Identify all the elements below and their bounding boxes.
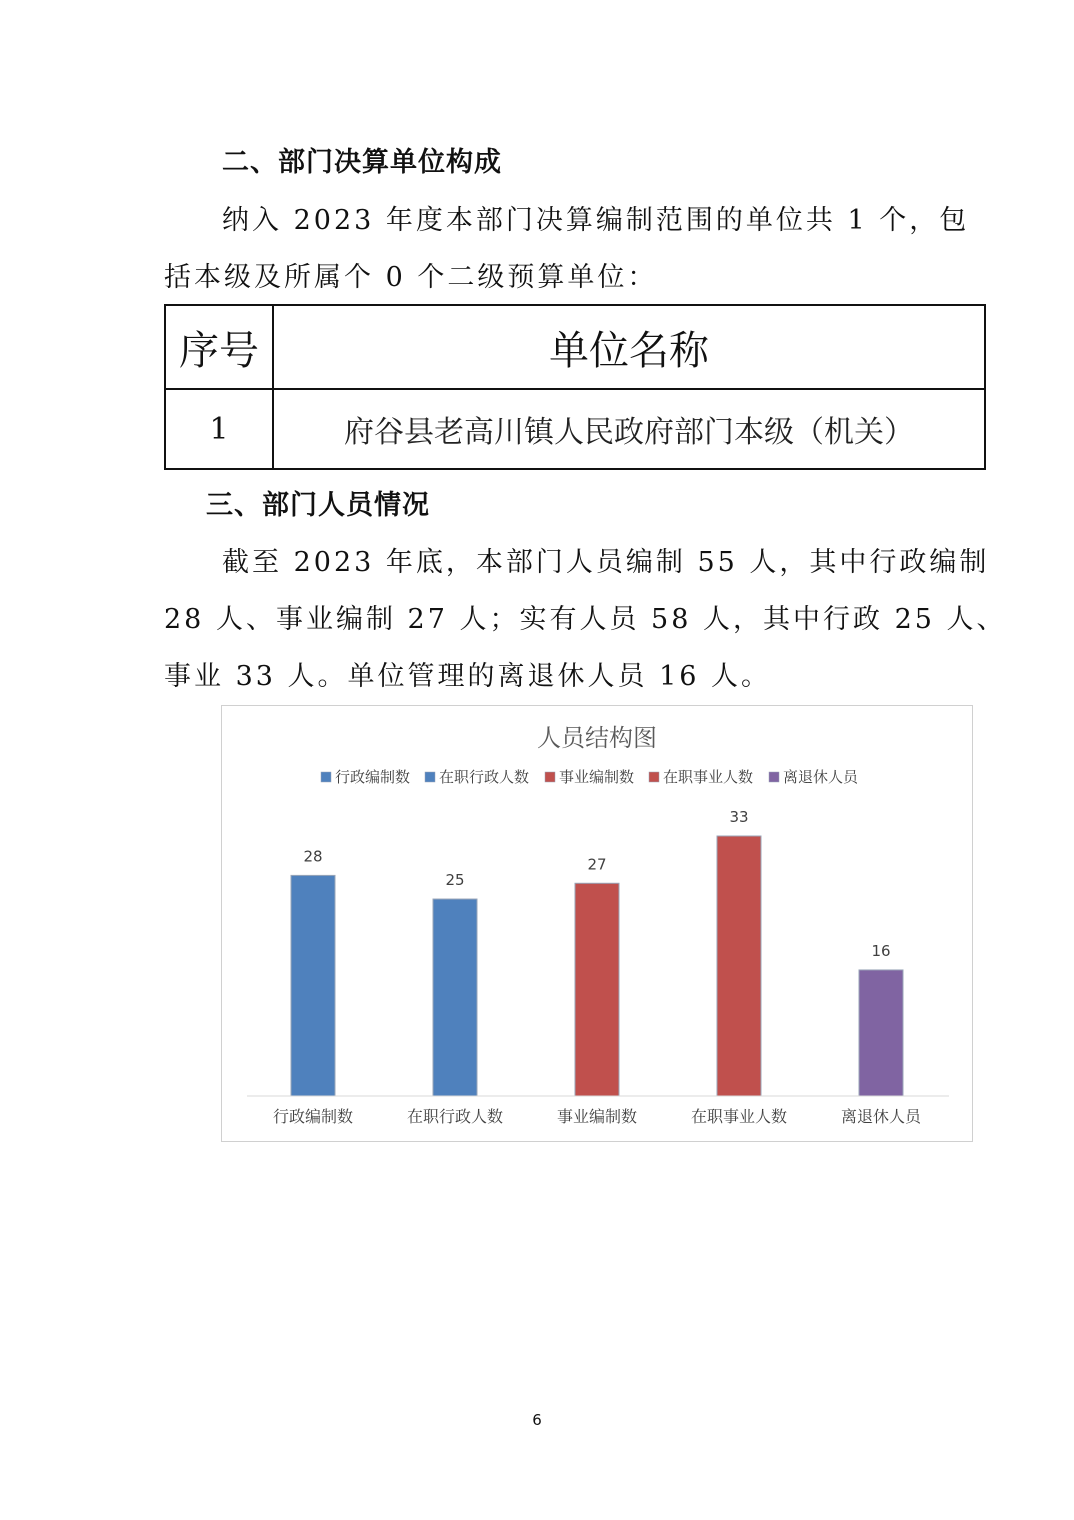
legend-swatch [769, 772, 779, 782]
table-header-row [165, 305, 985, 389]
unit-table [164, 304, 986, 470]
chart-data-label: 27 [587, 855, 607, 874]
legend-label: 行政编制数 [335, 768, 411, 786]
legend-swatch [321, 772, 331, 782]
section-heading-unit-composition: 二、部门决算单位构成 [222, 147, 502, 178]
legend-label: 在职事业人数 [663, 768, 754, 786]
x-tick-label: 行政编制数 [272, 1107, 354, 1126]
paragraph-unit-composition-line2: 括本级及所属个 0 个二级预算单位： [164, 262, 658, 293]
paragraph-unit-composition-line1: 纳入 2023 年度本部门决算编制范围的单位共 1 个，包 [222, 205, 970, 236]
legend-label: 离退休人员 [783, 768, 859, 786]
x-tick-label: 离退休人员 [840, 1107, 922, 1126]
legend-label: 事业编制数 [559, 768, 635, 786]
x-tick-label: 事业编制数 [556, 1107, 638, 1126]
chart-legend [321, 768, 859, 786]
chart-svg [222, 706, 972, 1141]
chart-title: 人员结构图 [537, 724, 657, 752]
chart-bar [717, 836, 761, 1096]
table-header-unit-name: 单位名称 [273, 305, 985, 389]
chart-data-label: 33 [729, 808, 749, 826]
table-cell-number: 1 [165, 389, 273, 469]
x-axis-labels [273, 1107, 922, 1126]
paragraph-staff-line1: 截至 2023 年底，本部门人员编制 55 人，其中行政编制 [222, 547, 990, 578]
x-tick-label: 在职事业人数 [690, 1107, 788, 1126]
chart-bar [575, 883, 619, 1096]
chart-bar [433, 899, 477, 1096]
paragraph-staff-line3: 事业 33 人。单位管理的离退休人员 16 人。 [164, 661, 772, 692]
chart-bar [291, 875, 335, 1096]
staff-structure-chart [221, 705, 973, 1142]
x-tick-label: 在职行政人数 [406, 1107, 504, 1126]
chart-data-label: 25 [445, 871, 465, 890]
chart-bar [859, 970, 903, 1096]
legend-swatch [649, 772, 659, 782]
legend-swatch [425, 772, 435, 782]
paragraph-staff-line2: 28 人、事业编制 27 人；实有人员 58 人，其中行政 25 人、 [164, 604, 1007, 635]
table-cell-unit-name: 府谷县老高川镇人民政府部门本级（机关） [273, 389, 985, 469]
chart-data-label: 28 [303, 847, 323, 866]
legend-swatch [545, 772, 555, 782]
chart-bars [291, 808, 903, 1096]
table-row [165, 389, 985, 469]
table-header-number: 序号 [165, 305, 273, 389]
page-number: 6 [532, 1411, 542, 1429]
legend-label: 在职行政人数 [439, 768, 530, 786]
section-heading-staff: 三、部门人员情况 [206, 490, 430, 521]
chart-data-label: 16 [871, 941, 891, 960]
